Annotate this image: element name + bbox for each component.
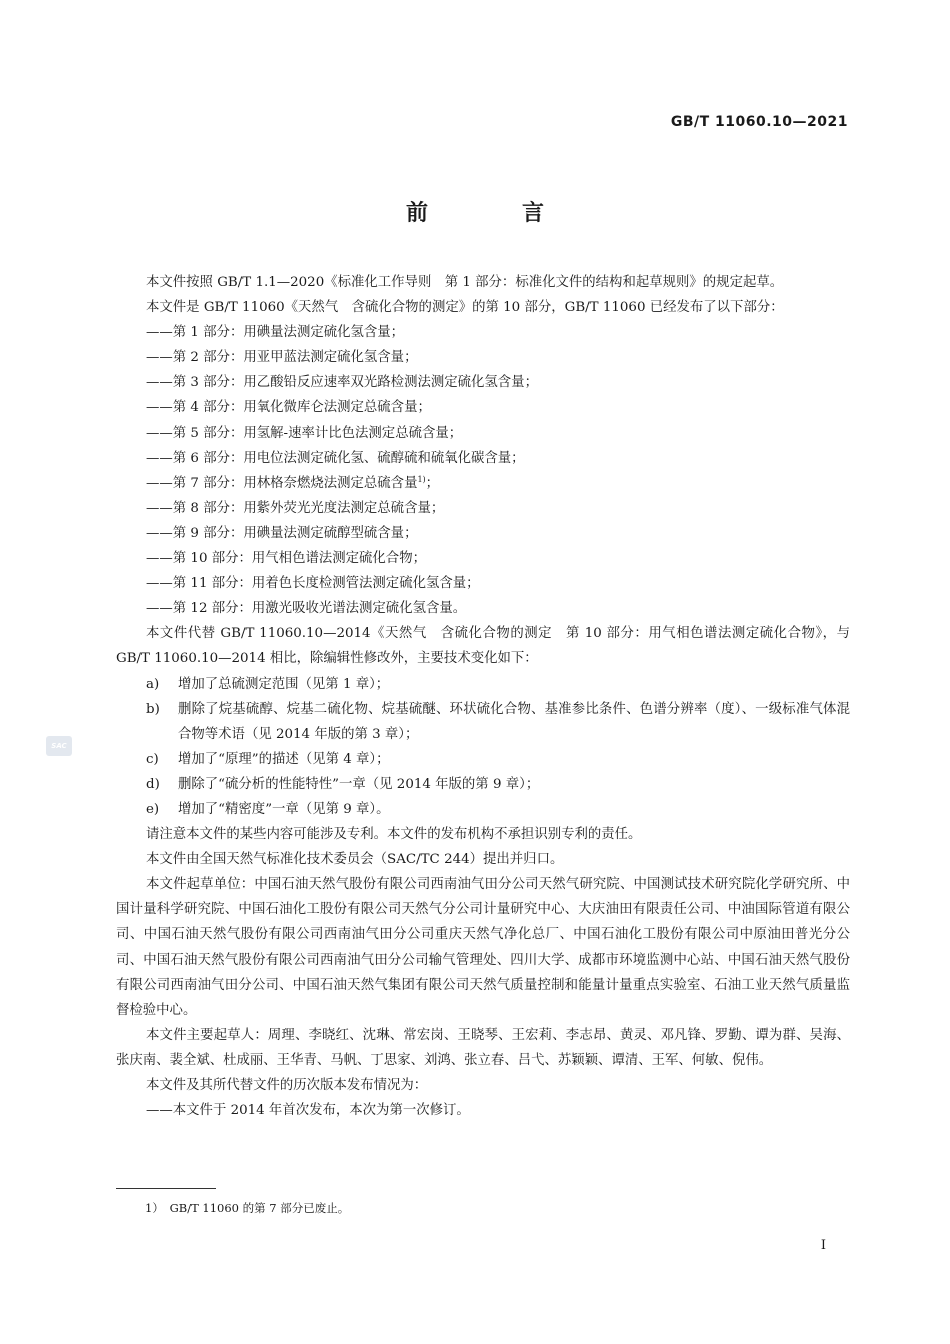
- change-label: e): [146, 801, 160, 817]
- part-list-item: ——第 1 部分：用碘量法测定硫化氢含量；: [146, 325, 405, 341]
- part-list-item: ——第 4 部分：用氧化微库仑法测定总硫含量；: [146, 400, 431, 416]
- part-7-end: ；: [425, 475, 440, 491]
- change-item: [116, 772, 850, 797]
- part-list-item-7: [116, 471, 850, 496]
- paragraph-history-intro: 本文件及其所代替文件的历次版本发布情况为：: [146, 1078, 428, 1093]
- footnote-divider: [116, 1188, 216, 1189]
- paragraph-drafting-units: 本文件起草单位：中国石油天然气股份有限公司西南油气田分公司天然气研究院、中国测试技术研究院化学研究所、中国计量科学研究院、中国石油化工股份有限公司天然气分公司计量研究中心、大庆油田有限责任公司、中油国际管道有限公司、中国石油天然气股份有限公司西南油气田分公司重庆天然气净化总厂、中国石油化工股份有限公司中原油田普光分公司、中国石油天然气股份有限公司西南油气田分公司输气管理处、四川大学、成都市环境监测中心站、中国石油天然气股份有限公司西南油气田分公司、中国石油天然气集团有限公司天然气质量控制和能量计量重点实验室、石油工业天然气质量监督检验中心。: [116, 877, 850, 1018]
- part-list-item: ——第 6 部分：用电位法测定硫化氢、硫醇硫和硫氧化碳含量；: [146, 450, 525, 466]
- change-text: 增加了“原理”的描述（见第 4 章）；: [178, 751, 390, 767]
- document-code: GB/T 11060.10—2021: [670, 114, 848, 130]
- part-list-item: ——第 8 部分：用紫外荧光光度法测定总硫含量；: [146, 500, 445, 516]
- change-label: d): [146, 776, 160, 792]
- change-text: 增加了“精密度”一章（见第 9 章）。: [178, 801, 390, 817]
- change-text: 删除了“硫分析的性能特性”一章（见 2014 年版的第 9 章）；: [178, 776, 540, 792]
- footnote: 1） GB/T 11060 的第 7 部分已废止。: [145, 1201, 350, 1215]
- change-item: [116, 747, 850, 772]
- paragraph-history-item: ——本文件于 2014 年首次发布，本次为第一次修订。: [146, 1103, 470, 1119]
- change-item: [116, 672, 850, 697]
- paragraph-replacement: 本文件代替 GB/T 11060.10—2014《天然气 含硫化合物的测定 第 10 部分：用气相色谱法测定硫化合物》，与 GB/T 11060.10—2014 相比，除编辑性修改外，主要技术变化如下：: [116, 626, 850, 667]
- change-text: 增加了总硫测定范围（见第 1 章）；: [178, 676, 390, 692]
- part-list-item: ——第 9 部分：用碘量法测定硫醇型硫含量；: [146, 525, 418, 541]
- part-list-item: ——第 10 部分：用气相色谱法测定硫化合物；: [146, 551, 426, 567]
- part-list-item: ——第 3 部分：用乙酸铅反应速率双光路检测法测定硫化氢含量；: [146, 375, 538, 391]
- paragraph-series-intro: 本文件是 GB/T 11060《天然气 含硫化合物的测定》的第 10 部分，GB/T 11060 已经发布了以下部分：: [146, 300, 784, 316]
- footnote-marker: 1): [417, 474, 426, 484]
- change-label: c): [146, 751, 159, 767]
- foreword-body: [116, 270, 850, 1123]
- paragraph-drafting-rules: 本文件按照 GB/T 1.1—2020《标准化工作导则 第 1 部分：标准化文件的结构和起草规则》的规定起草。: [146, 275, 784, 290]
- change-item: [116, 697, 850, 747]
- part-list-item: ——第 11 部分：用着色长度检测管法测定硫化氢含量；: [146, 576, 480, 592]
- change-item: [116, 797, 850, 822]
- paragraph-drafters: 本文件主要起草人：周理、李晓红、沈琳、常宏岗、王晓琴、王宏莉、李志昂、黄灵、邓凡锋、罗勤、谭为群、吴海、张庆南、裴全斌、杜成丽、王华青、马帆、丁思家、刘鸿、张立春、吕弋、苏颖颖、谭清、王军、何敏、倪伟。: [116, 1027, 850, 1068]
- part-list-item: ——第 12 部分：用激光吸收光谱法测定硫化氢含量。: [146, 601, 467, 617]
- part-list-item: ——第 5 部分：用氢解-速率计比色法测定总硫含量；: [146, 425, 463, 441]
- change-label: a): [146, 676, 160, 692]
- change-label: b): [146, 701, 160, 717]
- change-text: 删除了烷基硫醇、烷基二硫化物、烷基硫醚、环状硫化合物、基准参比条件、色谱分辨率（度）、一级标准气体混合物等术语（见 2014 年版的第 3 章）；: [178, 701, 850, 742]
- paragraph-patent-notice: 请注意本文件的某些内容可能涉及专利。本文件的发布机构不承担识别专利的责任。: [146, 827, 642, 843]
- part-list-item: ——第 2 部分：用亚甲蓝法测定硫化氢含量；: [146, 350, 418, 366]
- page-title: 前 言: [405, 201, 580, 226]
- paragraph-committee: 本文件由全国天然气标准化技术委员会（SAC/TC 244）提出并归口。: [146, 852, 564, 868]
- part-7-text: ——第 7 部分：用林格奈燃烧法测定总硫含量: [146, 475, 418, 491]
- page-number: I: [820, 1238, 826, 1253]
- sac-watermark-logo: SAC: [46, 736, 72, 756]
